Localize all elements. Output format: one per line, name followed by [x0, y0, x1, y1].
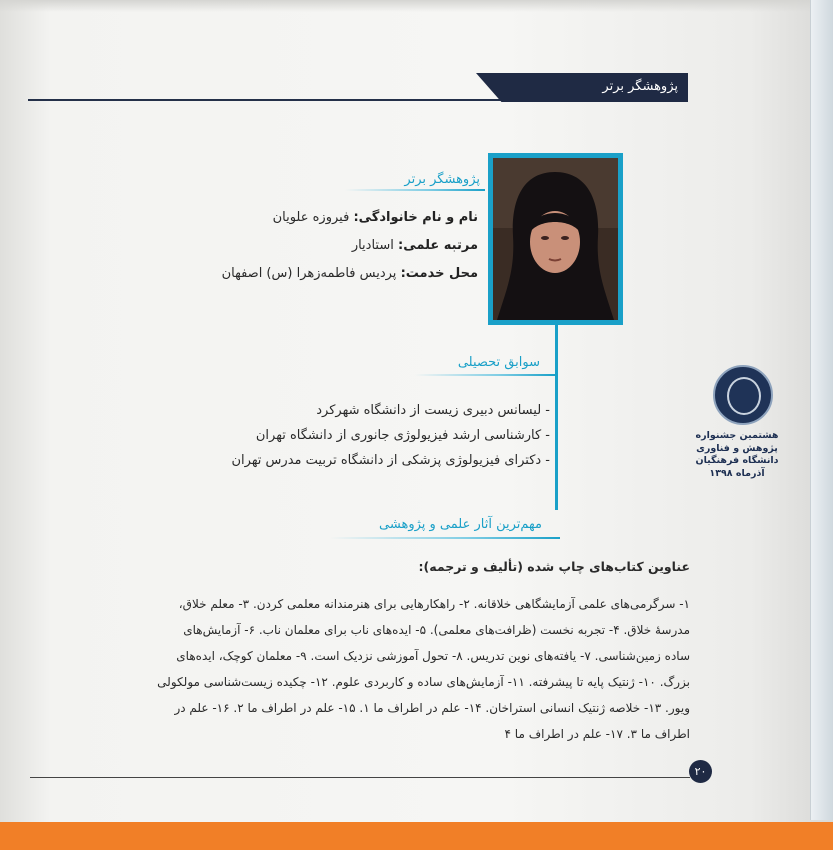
rank-label: مرتبه علمی:	[398, 238, 478, 253]
page-edge	[810, 0, 833, 820]
footer-band	[0, 822, 833, 850]
works-line: مدرسهٔ خلاق. ۴- تجربه نخست (ظرافت‌های معلمی). ۵- ایده‌های ناب برای معلمان ناب. ۶- آزمایش‌های	[183, 623, 690, 637]
works-line: ساده زمین‌شناسی. ۷- یافته‌های نوین تدریس. ۸- تحول آموزشی نزدیک است. ۹- معلمان کوچک، ایده‌های	[176, 649, 690, 663]
festival-line: هشتمین جشنواره	[695, 430, 779, 441]
works-line: ویور. ۱۳- خلاصه ژنتیک انسانی استراخان. ۱۴- علم در اطراف ما ۱. ۱۵- علم در اطراف ما ۲. ۱۶- علم در	[174, 701, 690, 715]
works-line: اطراف ما ۳. ۱۷- علم در اطراف ما ۴	[504, 727, 690, 741]
page-number: ۲۰	[689, 760, 712, 783]
education-section-rule	[415, 374, 555, 376]
works-line: ۱- سرگرمی‌های علمی آزمایشگاهی خلاقانه. ۲- راهکارهایی برای هنرمندانه معلمی کردن. ۳- معلم خلاق،	[178, 597, 690, 611]
portrait-photo	[493, 158, 618, 320]
profile-section-rule	[345, 189, 485, 191]
portrait-illustration	[493, 158, 618, 320]
education-item: - کارشناسی ارشد فیزیولوژی جانوری از دانشگاه تهران	[255, 428, 550, 443]
festival-logo	[713, 365, 773, 425]
service-value: پردیس فاطمه‌زهرا (س) اصفهان	[221, 266, 397, 281]
profile-section-title: پژوهشگر برتر	[404, 172, 480, 187]
rank-row	[200, 238, 478, 253]
education-section-title: سوابق تحصیلی	[457, 355, 540, 370]
education-item: - لیسانس دبیری زیست از دانشگاه شهرکرد	[316, 403, 550, 418]
works-section-rule	[330, 537, 560, 539]
footer-rule	[30, 777, 690, 778]
header-title: پژوهشگر برتر	[602, 79, 678, 94]
festival-caption	[688, 430, 786, 480]
service-row	[200, 266, 478, 281]
rank-value: استادیار	[351, 238, 394, 253]
top-shadow	[0, 0, 833, 12]
service-label: محل خدمت:	[400, 266, 478, 281]
name-value: فیروزه علویان	[272, 210, 350, 225]
name-row	[200, 210, 478, 225]
name-label: نام و نام خانوادگی:	[353, 210, 478, 225]
festival-line: آذرماه ۱۳۹۸	[709, 467, 765, 479]
timeline-rule	[555, 325, 558, 510]
works-line: بزرگ. ۱۰- ژنتیک پایه تا پیشرفته. ۱۱- آزمایش‌های ساده و کاربردی علوم. ۱۲- چکیده زیست‌شناسی مولکولی	[157, 675, 690, 689]
education-item: - دکترای فیزیولوژی پزشکی از دانشگاه تربیت مدرس تهران	[231, 453, 550, 468]
works-subtitle: عناوین کتاب‌های چاپ شده (تألیف و ترجمه):	[418, 559, 690, 574]
festival-line: پژوهش و فناوری	[696, 442, 778, 454]
logo-emblem-icon	[727, 377, 761, 415]
works-section-title: مهم‌ترین آثار علمی و پژوهشی	[379, 517, 542, 532]
festival-line: دانشگاه فرهنگیان	[695, 455, 779, 466]
